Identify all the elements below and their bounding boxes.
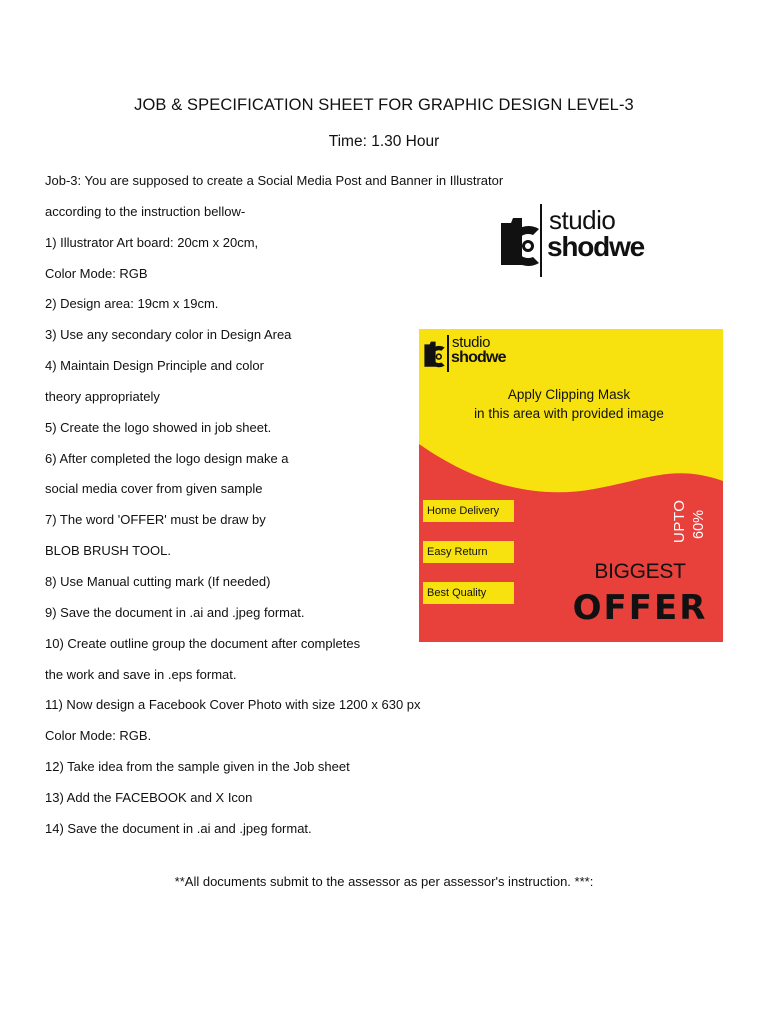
instruction-line: 11) Now design a Facebook Cover Photo with size 1200 x 630 px — [45, 697, 421, 713]
instruction-line: Color Mode: RGB. — [45, 728, 152, 744]
logo-word-bottom: shodwe — [547, 231, 645, 262]
instruction-line: 10) Create outline group the document after completes — [45, 635, 361, 651]
instruction-line: social media cover from given sample — [45, 481, 263, 497]
instruction-line: 8) Use Manual cutting mark (If needed) — [45, 573, 271, 589]
banner-logo — [422, 334, 542, 374]
clipping-mask-note — [449, 385, 689, 423]
banner-logo-word-top: studio — [452, 334, 491, 351]
discount-percent: 60% — [691, 509, 707, 539]
instruction-line: 6) After completed the logo design make a — [45, 450, 289, 466]
sample-banner — [419, 329, 723, 642]
time-label: Time: 1.30 Hour — [328, 133, 440, 150]
banner-logo-word-bottom: shodwe — [451, 349, 506, 366]
clipping-mask-line: Apply Clipping Mask — [507, 387, 631, 402]
instruction-line: theory appropriately — [45, 388, 160, 404]
upto-label: UPTO — [671, 499, 688, 543]
camera-icon — [498, 213, 540, 273]
biggest-label: BIGGEST — [594, 560, 686, 583]
studio-shodwe-logo — [498, 203, 678, 279]
logo-word-top: studio — [549, 205, 616, 235]
banner-logo-divider — [447, 335, 449, 372]
instruction-line: 4) Maintain Design Principle and color — [45, 358, 264, 374]
upto-badge — [663, 481, 723, 551]
logo-divider — [540, 204, 542, 277]
instruction-line: 1) Illustrator Art board: 20cm x 20cm, — [45, 234, 259, 250]
instruction-line: Job-3: You are supposed to create a Social Media Post and Banner in Illustrator — [45, 173, 504, 188]
instruction-line: 14) Save the document in .ai and .jpeg format. — [45, 820, 312, 836]
instruction-line: 9) Save the document in .ai and .jpeg format. — [45, 604, 305, 620]
instruction-line: Color Mode: RGB — [45, 265, 148, 281]
instruction-line: according to the instruction bellow- — [45, 203, 246, 219]
instruction-line: 5) Create the logo showed in job sheet. — [45, 419, 272, 435]
footer-note: **All documents submit to the assessor as per assessor's instruction. ***: — [174, 874, 594, 889]
instruction-line: 3) Use any secondary color in Design Area — [45, 327, 292, 343]
instruction-line: the work and save in .eps format. — [45, 666, 237, 682]
offer-label: OFFER — [572, 588, 708, 628]
instruction-line: 13) Add the FACEBOOK and X Icon — [45, 789, 253, 805]
camera-icon — [422, 339, 446, 371]
instruction-line: 2) Design area: 19cm x 19cm. — [45, 296, 219, 312]
clipping-mask-line: in this area with provided image — [474, 406, 664, 421]
tag-home-delivery: Home Delivery — [423, 500, 514, 522]
tag-easy-return: Easy Return — [423, 541, 514, 563]
instruction-line: 7) The word 'OFFER' must be draw by — [45, 512, 266, 528]
instruction-line: BLOB BRUSH TOOL. — [45, 543, 171, 559]
tag-best-quality: Best Quality — [423, 582, 514, 604]
page-title: JOB & SPECIFICATION SHEET FOR GRAPHIC DESIGN LEVEL-3 — [134, 96, 634, 114]
instruction-line: 12) Take idea from the sample given in the Job sheet — [45, 759, 350, 775]
